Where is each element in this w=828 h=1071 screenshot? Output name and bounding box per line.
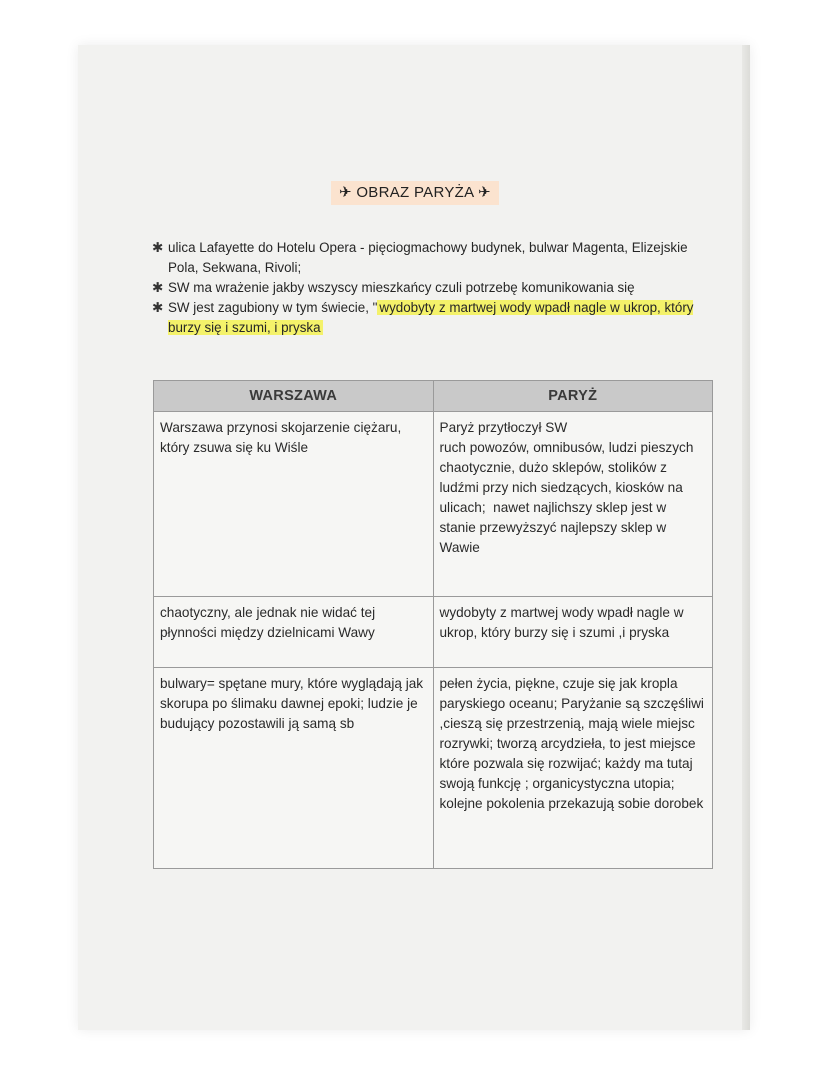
paper-edge-shadow	[742, 45, 750, 1030]
cell-text: wydobyty z martwej wody wpadł nagle w ukrop, który burzy się i szumi ,i pryska	[439, 605, 688, 640]
cell-paryz	[433, 668, 713, 869]
header-warszawa: WARSZAWA	[154, 381, 434, 412]
bullet-item	[152, 278, 707, 298]
bullet-text: ulica Lafayette do Hotelu Opera - pięciogmachowy budynek, bulwar Magenta, Elizejskie Pola, Sekwana, Rivoli;	[168, 240, 688, 275]
asterisk-icon: ✱	[152, 240, 164, 255]
cell-warszawa	[154, 597, 434, 668]
bullet-item	[152, 238, 707, 278]
cell-paryz	[433, 597, 713, 668]
cell-text: bulwary= spętane mury, które wyglądają jak skorupa po ślimaku dawnej epoki; ludzie je budujący pozostawili ją samą sb	[160, 676, 427, 731]
asterisk-icon: ✱	[152, 280, 164, 295]
page-title: ✈ OBRAZ PARYŻA ✈	[331, 181, 499, 205]
bullet-text: SW ma wrażenie jakby wszyscy mieszkańcy czuli potrzebę komunikowania się	[168, 280, 635, 295]
cell-warszawa	[154, 412, 434, 597]
asterisk-icon: ✱	[152, 300, 164, 315]
cell-warszawa	[154, 668, 434, 869]
bullet-list	[152, 238, 707, 338]
table-row	[154, 668, 713, 869]
bullet-item	[152, 298, 707, 338]
cell-paryz	[433, 412, 713, 597]
header-paryz: PARYŻ	[433, 381, 713, 412]
cell-text: pełen życia, piękne, czuje się jak kropla paryskiego oceanu; Paryżanie są szczęśliwi ,cieszą się przestrzenią, mają wiele miejsc rozrywki; tworzą arcydzieła, to jest miejsce które pozwala się rozwijać; każdy ma tutaj swoją funkcję ; organicystyczna utopia; kolejne pokolenia przekazują sobie dorobek	[439, 676, 708, 811]
cell-text: Warszawa przynosi skojarzenie ciężaru, który zsuwa się ku Wiśle	[160, 420, 406, 455]
table-row	[154, 597, 713, 668]
cell-text: Paryż przytłoczył SW ruch powozów, omnibusów, ludzi pieszych chaotycznie, dużo sklepów, stolików z ludźmi przy nich siedzących, kiosków na ulicach; nawet najlichszy sklep jest w stanie przewyższyć najlepszy sklep w Wawie	[439, 420, 694, 555]
cell-text: chaotyczny, ale jednak nie widać tej płynności między dzielnicami Wawy	[160, 605, 379, 640]
bullet-text: SW jest zagubiony w tym świecie, "	[168, 300, 378, 315]
comparison-table	[153, 380, 713, 869]
highlighted-quote: wydobyty z martwej wody wpadł nagle w ukrop, który burzy się i szumi, i pryska	[168, 300, 694, 335]
table-row	[154, 412, 713, 597]
table-header-row	[154, 381, 713, 412]
